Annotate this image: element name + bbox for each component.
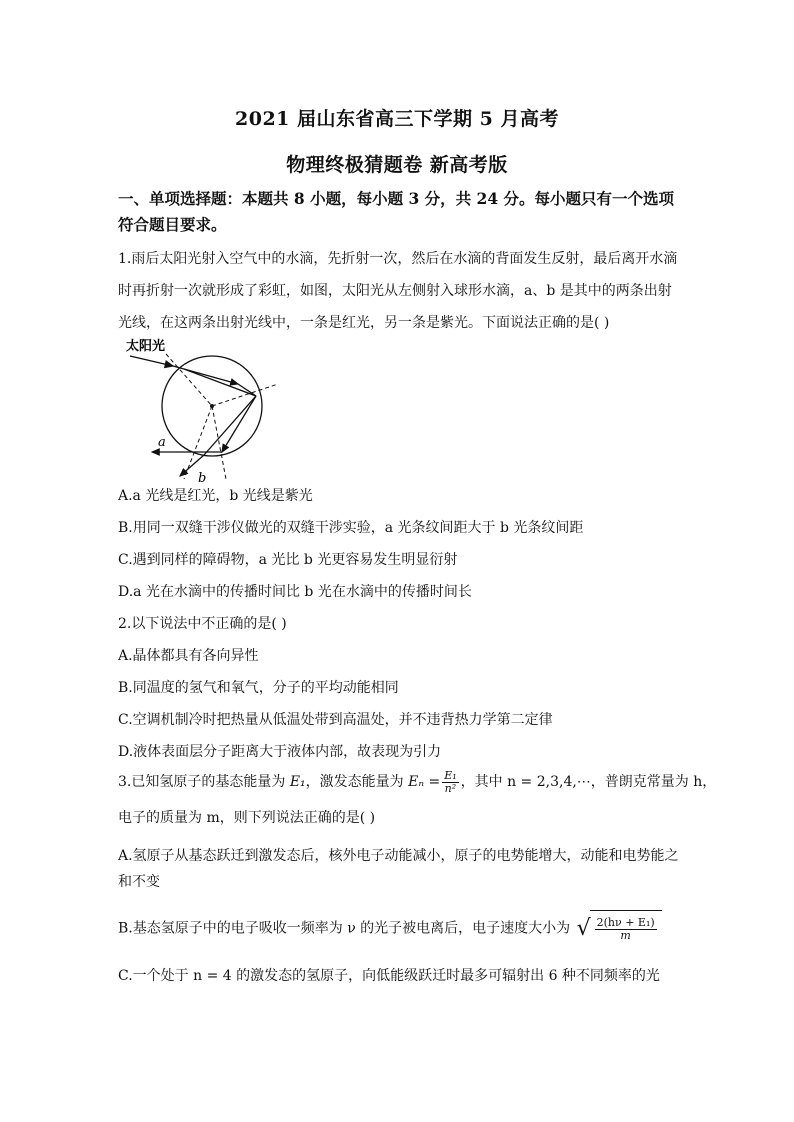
- excited-energy-symbol: Eₙ =: [408, 774, 441, 790]
- ground-energy-symbol: E₁: [289, 774, 306, 790]
- section-heading-continued: 符合题目要求。: [118, 215, 227, 234]
- section-heading: 一、单项选择题：本题共 8 小题，每小题 3 分，共 24 分。每小题只有一个选项: [118, 189, 675, 208]
- question-1-stem-line2: 时再折射一次就形成了彩虹，如图，太阳光从左侧射入球形水滴，a、b 是其中的两条出射: [118, 283, 672, 299]
- fraction-denominator: n²: [444, 781, 457, 795]
- question-1-option-d: D.a 光在水滴中的传播时间比 b 光在水滴中的传播时间长: [118, 584, 472, 600]
- sunlight-ray: [130, 356, 173, 366]
- exam-title: 2021 届山东省高三下学期 5 月高考: [235, 108, 559, 130]
- question-3-option-a-continued: 和不变: [118, 874, 160, 890]
- sqrt-denominator: m: [620, 928, 631, 942]
- fraction-numerator: E₁: [444, 768, 457, 782]
- question-3-stem-text-2: ，激发态能量为: [305, 774, 409, 790]
- question-1-option-c: C.遇到同样的障碍物，a 光比 b 光更容易发生明显衍射: [118, 552, 458, 568]
- option-b-text: B.基态氢原子中的电子吸收一频率为 ν 的光子被电离后，电子速度大小为: [118, 920, 571, 937]
- question-1-stem-line3: 光线，在这两条出射光线中，一条是红光，另一条是紫光。下面说法正确的是( ): [118, 315, 610, 331]
- exam-subtitle: 物理终极猜题卷 新高考版: [286, 154, 508, 176]
- sunlight-label: 太阳光: [126, 339, 166, 354]
- ray-b-label: b: [198, 471, 207, 484]
- question-3-option-c: C.一个处于 n = 4 的激发态的氢原子，向低能级跃迁时最多可辐射出 6 种不同频率的光: [118, 968, 660, 984]
- sqrt-numerator: 2(hν + E₁): [596, 915, 655, 929]
- question-3-stem: [118, 768, 716, 796]
- velocity-sqrt-expression: √ $\frac{\text{2(hν + E₁)}}{m}$: [577, 910, 662, 947]
- question-2-option-a: A.晶体都具有各向异性: [118, 648, 259, 664]
- question-3-stem-text-3: ，其中 n = 2,3,4,⋯，普朗克常量为 h，: [460, 774, 717, 790]
- question-2-option-d: D.液体表面层分子距离大于液体内部，故表现为引力: [118, 744, 442, 760]
- question-1-option-a: A.a 光线是红光，b 光线是紫光: [118, 488, 313, 504]
- question-2-option-b: B.同温度的氢气和氧气，分子的平均动能相同: [118, 680, 399, 696]
- ray-a-label: a: [158, 435, 166, 450]
- question-1-option-b: B.用同一双缝干涉仪做光的双缝干涉实验，a 光条纹间距大于 b 光条纹间距: [118, 520, 584, 536]
- question-1-stem: 1.雨后太阳光射入空气中的水滴，先折射一次，然后在水滴的背面发生反射，最后离开水滴: [118, 251, 678, 267]
- question-3-option-b: [118, 910, 662, 947]
- raindrop-refraction-diagram: [118, 334, 288, 484]
- question-3-option-a: A.氢原子从基态跃迁到激发态后，核外电子动能减小，原子的电势能增大，动能和电势能之: [118, 848, 679, 864]
- energy-fraction: [442, 770, 458, 795]
- question-3-stem-line2: 电子的质量为 m，则下列说法正确的是( ): [118, 810, 376, 826]
- question-2-option-c: C.空调机制冷时把热量从低温处带到高温处，并不违背热力学第二定律: [118, 712, 553, 728]
- question-3-stem-text: 3.已知氢原子的基态能量为: [118, 774, 290, 790]
- question-2-stem: 2.以下说法中不正确的是( ): [118, 616, 287, 632]
